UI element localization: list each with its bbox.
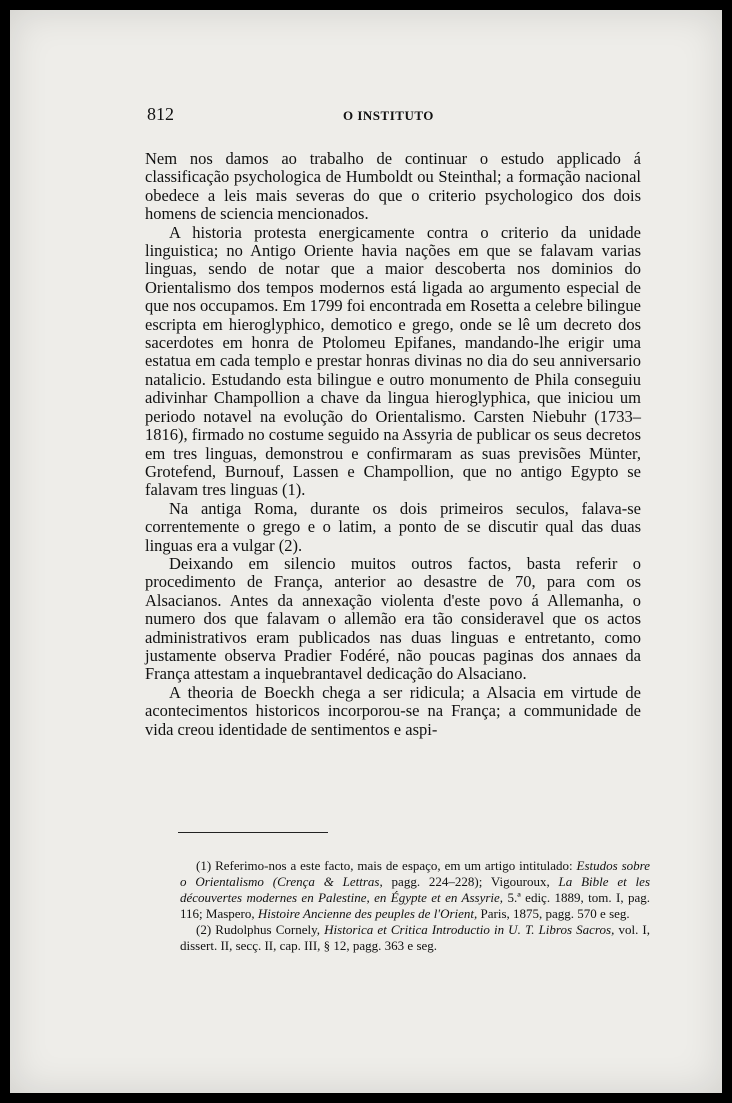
footnote-1-pages: pagg. 224–228); Vigouroux, bbox=[391, 874, 550, 889]
footnote-2-ref: vol. I, dissert. II, secç. II, cap. III, § 12, pagg. 363 e seg. bbox=[180, 922, 651, 953]
footnote-1 bbox=[180, 858, 650, 922]
paragraph-4: Deixando em silencio muitos outros factos, basta referir o procedimento de França, anterior ao desastre de 70, para com os Alsacianos. Antes da annexação violenta d'este povo á Allemanha, o numero dos que falavam o allemão era tão consideravel que os actos administrativos eram publicados nas duas linguas e entretanto, como justamente observa Pradier Fodéré, não poucas paginas dos annaes da França attestam a inquebrantavel dedicação do Alsaciano. bbox=[145, 553, 641, 684]
footnotes bbox=[180, 858, 650, 954]
footnote-1-title-bible: La Bible et les découvertes modernes en Palestine, en Égypte et en Assyrie, bbox=[180, 874, 650, 905]
body-text bbox=[145, 150, 641, 739]
page-number: 812 bbox=[147, 104, 174, 124]
footnote-1-edition: 5.ª ediç. 1889, tom. I, pag. 116; Maspero, bbox=[180, 890, 651, 921]
running-head: O INSTITUTO bbox=[343, 108, 434, 123]
footnote-2 bbox=[180, 922, 650, 954]
paragraph-2: A historia protesta energicamente contra o criterio da unidade linguistica; no Antigo Oriente havia nações em que se falavam varias linguas, sendo de notar que a maior descoberta nos dominios do Orientalismo dos tempos modernos está ligada ao argumento especial de que nos occupamos. Em 1799 foi encontrada em Rosetta a celebre bilingue escripta em hieroglyphico, demotico e grego, onde se lê um decreto dos sacerdotes em honra de Ptolomeu Epifanes, mandando-lhe erigir uma estatua em cada templo e prestar honras divinas no dia do seu anniversario natalicio. Estudando esta bilingue e outro monumento de Phila conseguiu adivinhar Champollion a chave da lingua hieroglyphica, que iniciou um periodo notavel na evolução do Orientalismo. Carsten Niebuhr (1733–1816), firmado no costume seguido na Assyria de publicar os seus decretos em tres linguas, demonstrou e confirmaram as suas previsões Münter, Grotefend, Burnouf, Lassen e Champollion, que no antigo Egypto se falavam tres linguas (1). bbox=[145, 222, 641, 500]
footnote-1-title-estudos: Estudos sobre o Orientalismo (Crença & Lettras, bbox=[180, 858, 651, 889]
footnote-1-title-histoire: Histoire Ancienne des peuples de l'Orient, bbox=[257, 906, 478, 921]
page-header bbox=[10, 104, 722, 128]
book-page bbox=[10, 10, 722, 1093]
footnote-1-lead: (1) Referimo-nos a este facto, mais de espaço, em um artigo intitulado: bbox=[196, 858, 573, 873]
footnote-2-lead: (2) Rudolphus Cornely, bbox=[196, 922, 321, 937]
paragraph-5: A theoria de Boeckh chega a ser ridicula; a Alsacia em virtude de acontecimentos historicos incorporou-se na França; a communidade de vida creou identidade de sentimentos e aspi- bbox=[145, 682, 641, 739]
paragraph-3: Na antiga Roma, durante os dois primeiros seculos, falava-se correntemente o grego e o latim, a ponto de se discutir qual das duas linguas era a vulgar (2). bbox=[145, 498, 641, 555]
footnote-divider bbox=[178, 832, 328, 833]
footnote-2-title: Historica et Critica Introductio in U. T. Libros Sacros, bbox=[324, 922, 615, 937]
paragraph-1: Nem nos damos ao trabalho de continuar o estudo applicado á classificação psychologica de Humboldt ou Steinthal; a formação nacional obedece a leis mais severas do que o criterio psychologico dos dois homens de sciencia mencionados. bbox=[145, 149, 641, 224]
footnote-1-imprint: Paris, 1875, pagg. 570 e seg. bbox=[480, 906, 630, 921]
